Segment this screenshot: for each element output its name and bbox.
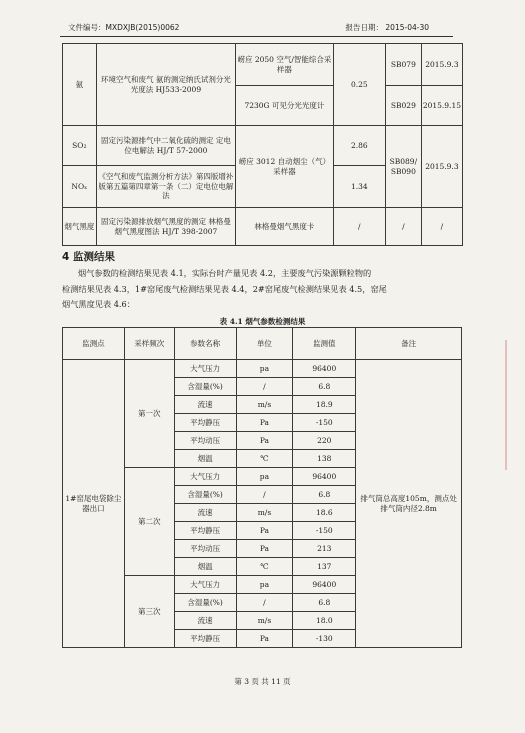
methods-item: 烟气黑度 [63, 208, 97, 246]
parameter-value: 96400 [293, 468, 356, 486]
parameter-unit: m/s [236, 396, 293, 414]
parameter-value: 220 [293, 432, 356, 450]
parameter-unit: m/s [236, 504, 293, 522]
parameter-value: 138 [293, 450, 356, 468]
header-unit: 单位 [236, 328, 293, 360]
parameter-name: 大气压力 [174, 360, 236, 378]
monitoring-point: 1#窑尾电袋除尘器出口 [63, 360, 125, 648]
page-footer: 第 3 页 共 11 页 [234, 677, 291, 686]
parameter-unit: / [236, 486, 293, 504]
methods-date: / [421, 208, 462, 246]
methods-code: SB089/ SB090 [385, 126, 421, 208]
paragraph-line: 检测结果见表 4.3，1#窑尾废气检测结果见表 4.4，2#窑尾废气检测结果见表 4.5，窑尾 [62, 283, 387, 294]
methods-limit: 2.86 [333, 126, 385, 166]
table-row [63, 360, 462, 378]
parameter-name: 平均动压 [174, 540, 236, 558]
methods-instrument: 崂应 2050 空气/智能综合采样器 [236, 44, 333, 86]
header-point: 监测点 [63, 328, 125, 360]
methods-method: 环境空气和废气 氨的测定纳氏试剂分光光度法 HJ533-2009 [96, 44, 236, 126]
methods-table [62, 43, 463, 246]
parameter-unit: Pa [236, 432, 293, 450]
parameter-value: 6.8 [293, 594, 356, 612]
methods-item: NOₓ [63, 166, 97, 208]
header-rule [60, 36, 453, 37]
header-remark: 备注 [356, 328, 462, 360]
parameter-value: 213 [293, 540, 356, 558]
parameter-unit: Pa [236, 540, 293, 558]
methods-date: 2015.9.3 [421, 44, 462, 86]
methods-method: 《空气和废气监测分析方法》第四版增补版第五篇第四章第一条（二）定电位电解法 [96, 166, 236, 208]
methods-date: 2015.9.15 [421, 86, 462, 126]
parameter-value: 137 [293, 558, 356, 576]
header-param: 参数名称 [174, 328, 236, 360]
document-number: 文件编号：MXDXJB(2015)0062 [68, 23, 180, 32]
methods-item: 氨 [63, 44, 97, 126]
parameter-value: -130 [293, 630, 356, 648]
paragraph-line: 烟气黑度见表 4.6： [62, 299, 135, 309]
parameter-name: 含湿量(%) [174, 378, 236, 396]
parameter-value: 18.0 [293, 612, 356, 630]
header-value: 监测值 [293, 328, 356, 360]
parameter-value: 6.8 [293, 486, 356, 504]
parameter-unit: pa [236, 468, 293, 486]
methods-code: SB029 [385, 86, 421, 126]
parameter-name: 大气压力 [174, 576, 236, 594]
parameter-unit: Pa [236, 414, 293, 432]
methods-code: / [385, 208, 421, 246]
sampling-round: 第三次 [124, 576, 174, 648]
methods-date: 2015.9.3 [421, 126, 462, 208]
parameter-name: 含湿量(%) [174, 594, 236, 612]
sampling-round: 第一次 [124, 360, 174, 468]
parameter-unit: ℃ [236, 558, 293, 576]
parameter-name: 平均静压 [174, 630, 236, 648]
remark: 排气筒总高度105m，测点处排气筒内径2.8m [356, 360, 462, 648]
parameter-unit: / [236, 594, 293, 612]
parameter-name: 流速 [174, 396, 236, 414]
flue-gas-parameters-table [62, 327, 462, 648]
parameter-value: 18.9 [293, 396, 356, 414]
parameter-unit: m/s [236, 612, 293, 630]
parameter-name: 流速 [174, 612, 236, 630]
parameter-value: 18.6 [293, 504, 356, 522]
parameter-name: 大气压力 [174, 468, 236, 486]
methods-method: 固定污染源排放烟气黑度的测定 林格曼烟气黑度图法 HJ/T 398-2007 [96, 208, 236, 246]
parameter-unit: Pa [236, 630, 293, 648]
methods-limit: 0.25 [333, 44, 385, 126]
parameter-name: 流速 [174, 504, 236, 522]
methods-item: SO₂ [63, 126, 97, 166]
parameter-value: 96400 [293, 360, 356, 378]
section-title: 4 监测结果 [62, 251, 115, 263]
seal-edge [505, 340, 523, 470]
table-caption: 表 4.1 烟气参数检测结果 [219, 317, 306, 326]
parameter-name: 含湿量(%) [174, 486, 236, 504]
parameter-value: 6.8 [293, 378, 356, 396]
parameter-name: 烟温 [174, 558, 236, 576]
methods-method: 固定污染源排气中二氧化硫的测定 定电位电解法 HJ/T 57-2000 [96, 126, 236, 166]
parameter-unit: / [236, 378, 293, 396]
parameter-name: 平均动压 [174, 432, 236, 450]
paragraph-line: 烟气参数的检测结果见表 4.1，实际台时产量见表 4.2，主要废气污染源颗粒物的 [78, 268, 372, 278]
section-paragraph [62, 266, 463, 313]
sampling-round: 第二次 [124, 468, 174, 576]
parameter-unit: ℃ [236, 450, 293, 468]
methods-limit: 1.34 [333, 166, 385, 208]
methods-instrument: 林格曼烟气黑度卡 [236, 208, 333, 246]
header-freq: 采样频次 [124, 328, 174, 360]
parameter-value: 96400 [293, 576, 356, 594]
methods-instrument: 崂应 3012 自动烟尘（气）采样器 [236, 126, 333, 208]
parameter-name: 平均静压 [174, 522, 236, 540]
parameter-unit: Pa [236, 522, 293, 540]
methods-code: SB079 [385, 44, 421, 86]
parameter-value: -150 [293, 522, 356, 540]
methods-limit: / [333, 208, 385, 246]
parameter-value: -150 [293, 414, 356, 432]
parameter-unit: pa [236, 360, 293, 378]
report-date: 报告日期： 2015-04-30 [345, 23, 429, 32]
parameter-name: 平均静压 [174, 414, 236, 432]
methods-instrument: 7230G 可见分光光度计 [236, 86, 333, 126]
parameter-unit: pa [236, 576, 293, 594]
parameter-name: 烟温 [174, 450, 236, 468]
